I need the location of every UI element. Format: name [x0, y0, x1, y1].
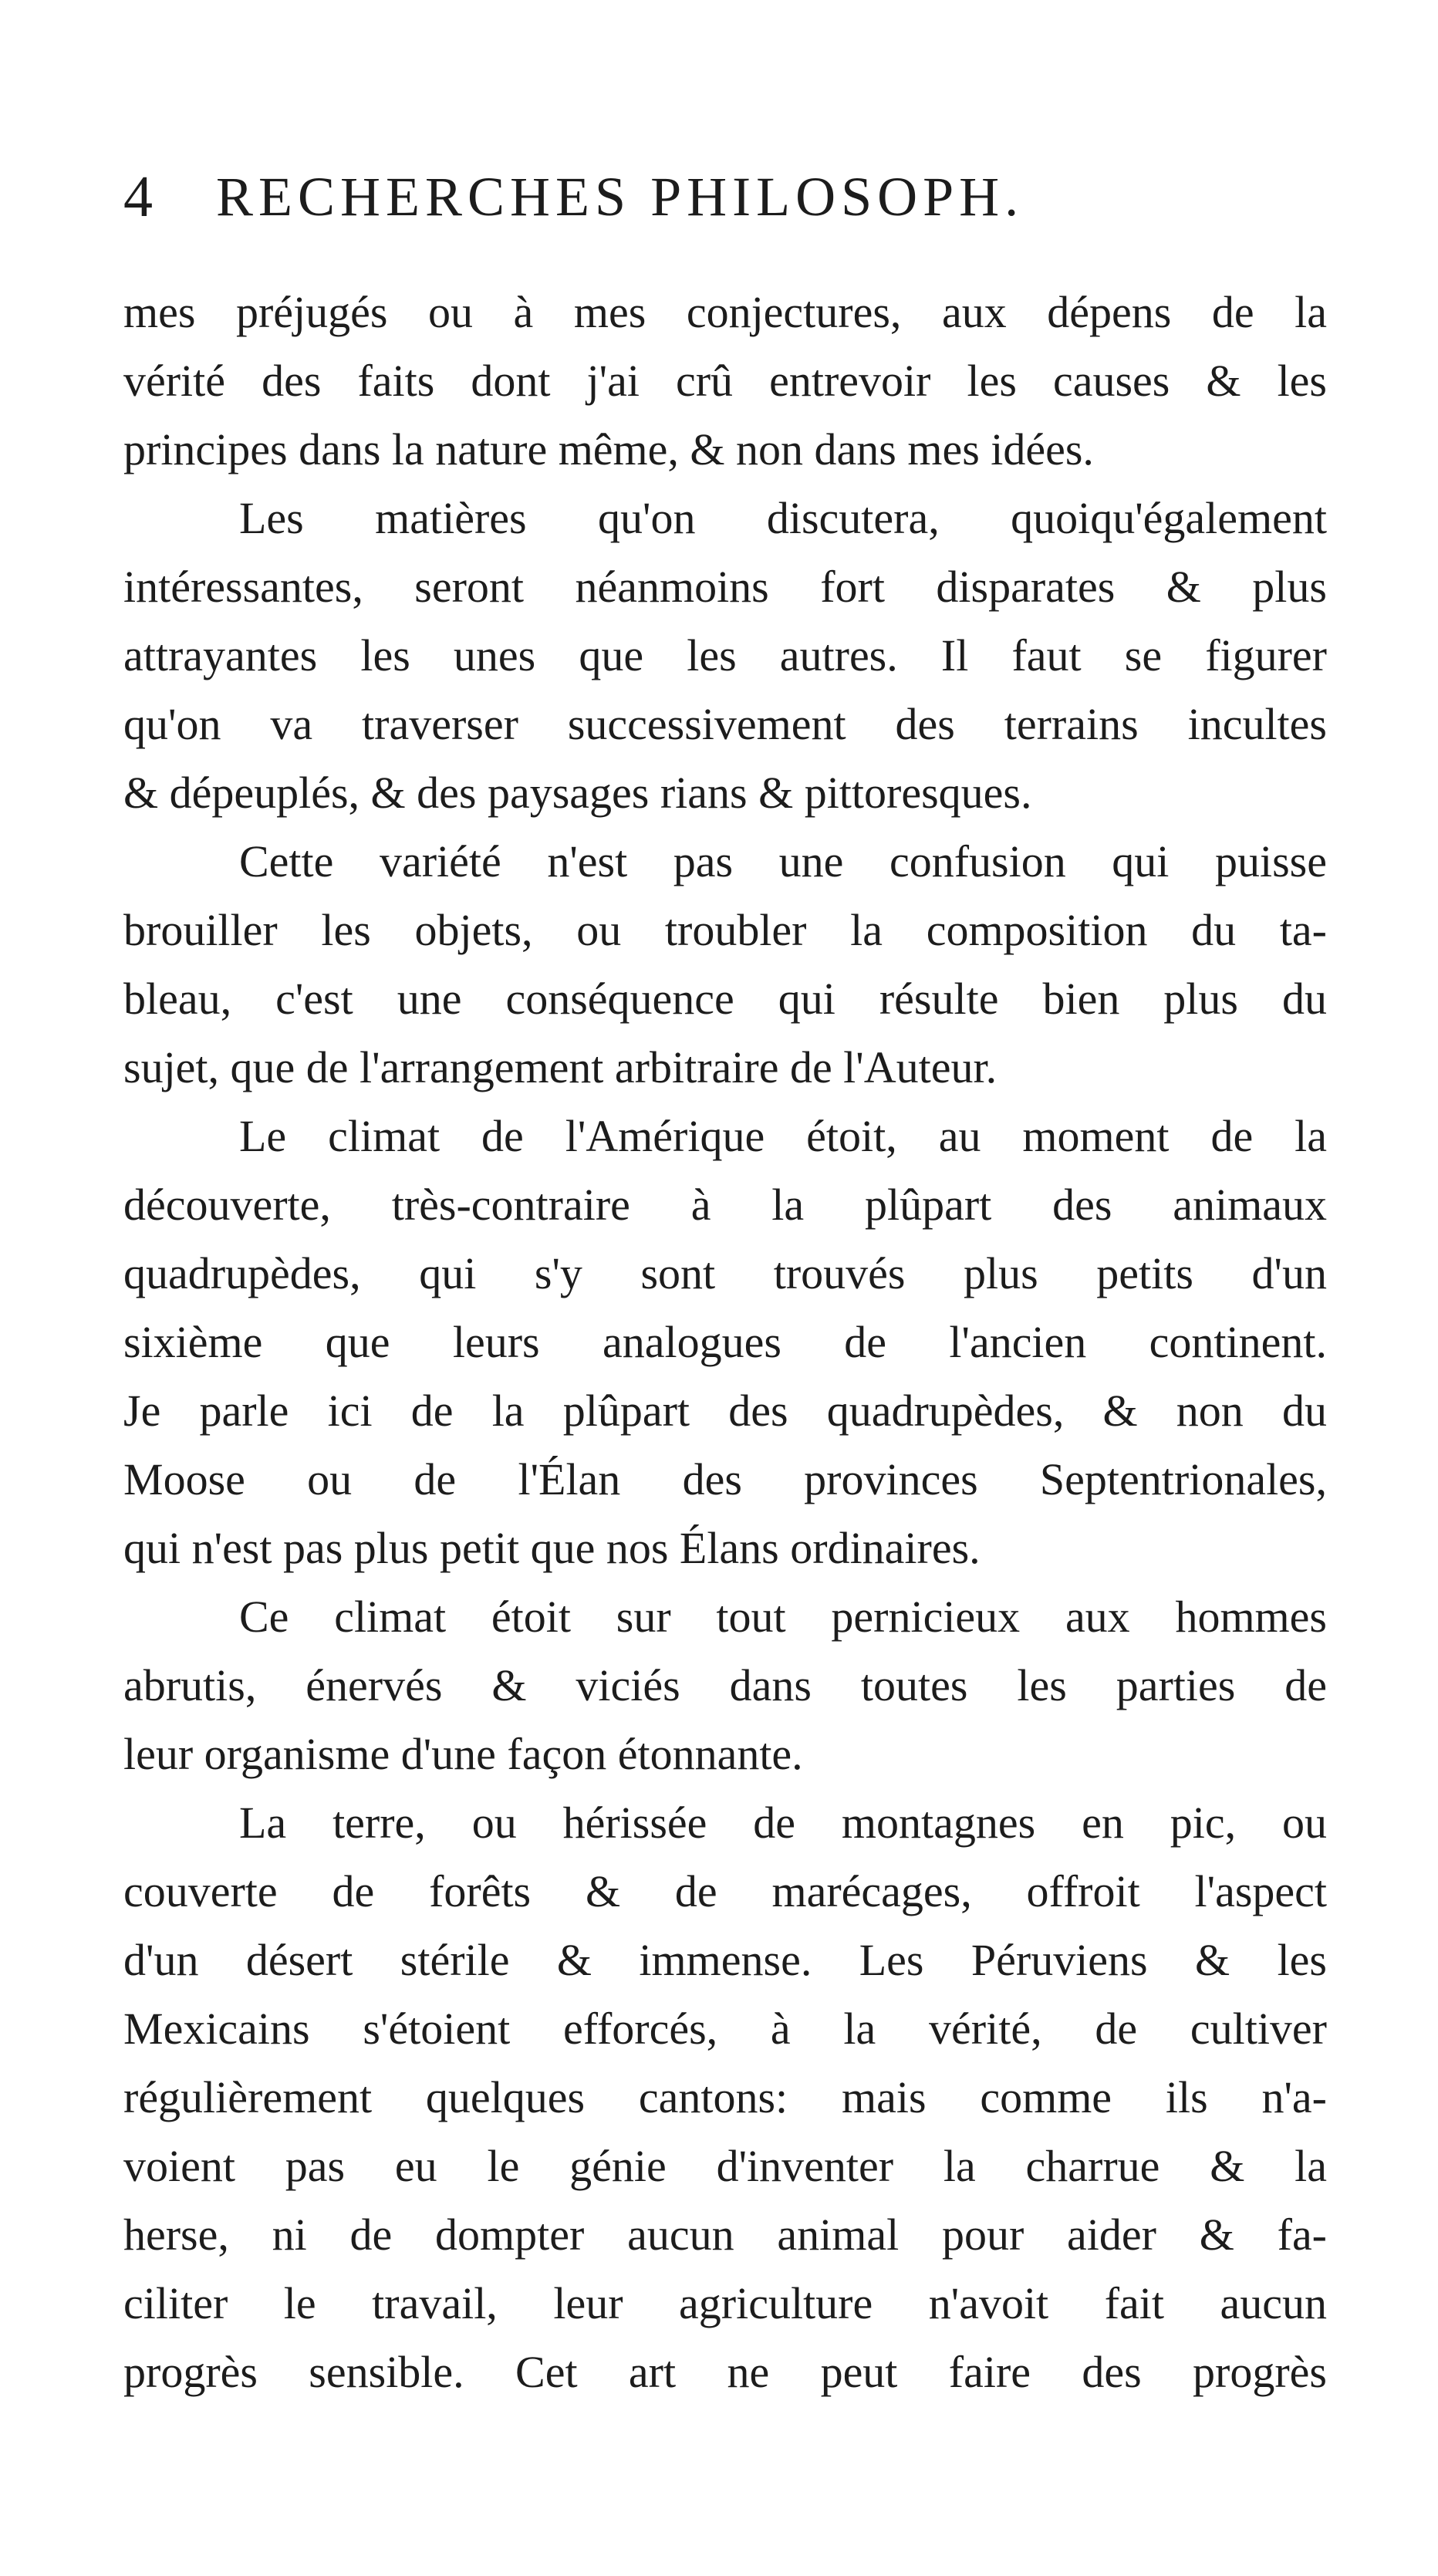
text-line: bleau, c'est une conséquence qui résulte bien plus du	[123, 974, 1327, 1024]
text-line: Ce climat étoit sur tout pernicieux aux hommes	[239, 1592, 1327, 1642]
running-head: RECHERCHES PHILOSOPH.	[216, 166, 1024, 228]
text-line: Les matières qu'on discutera, quoiqu'également	[239, 493, 1327, 543]
text-line: La terre, ou hérissée de montagnes en pic, ou	[239, 1798, 1327, 1848]
text-line: qui n'est pas plus petit que nos Élans ordinaires.	[123, 1523, 981, 1573]
text-line: herse, ni de dompter aucun animal pour aider & fa-	[123, 2210, 1327, 2260]
text-line: principes dans la nature même, & non dans mes idées.	[123, 424, 1094, 474]
page-header	[116, 154, 1319, 239]
text-line: Moose ou de l'Élan des provinces Septentrionales,	[123, 1454, 1327, 1504]
text-line: & dépeuplés, & des paysages rians & pittoresques.	[123, 768, 1032, 818]
text-line: découverte, très-contraire à la plûpart des animaux	[123, 1180, 1327, 1230]
text-line: leur organisme d'une façon étonnante.	[123, 1729, 803, 1779]
text-line: vérité des faits dont j'ai crû entrevoir les causes & les	[123, 356, 1327, 406]
text-line: Je parle ici de la plûpart des quadrupèdes, & non du	[123, 1386, 1327, 1436]
text-line: sixième que leurs analogues de l'ancien continent.	[123, 1317, 1327, 1367]
text-line: voient pas eu le génie d'inventer la charrue & la	[123, 2141, 1327, 2191]
text-line: régulièrement quelques cantons: mais comme ils n'a-	[123, 2072, 1327, 2122]
text-line: Cette variété n'est pas une confusion qui puisse	[239, 836, 1327, 886]
text-line: quadrupèdes, qui s'y sont trouvés plus petits d'un	[123, 1248, 1327, 1298]
text-line: brouiller les objets, ou troubler la composition du ta-	[123, 905, 1327, 955]
text-line: mes préjugés ou à mes conjectures, aux dépens de la	[123, 287, 1327, 337]
text-line: progrès sensible. Cet art ne peut faire des progrès	[123, 2347, 1327, 2397]
text-line: couverte de forêts & de marécages, offroit l'aspect	[123, 1866, 1327, 1916]
body-text	[123, 278, 1327, 2406]
text-line: qu'on va traverser successivement des terrains incultes	[123, 699, 1327, 749]
text-line: sujet, que de l'arrangement arbitraire de l'Auteur.	[123, 1042, 997, 1092]
text-line: ciliter le travail, leur agriculture n'avoit fait aucun	[123, 2278, 1327, 2328]
text-line: Mexicains s'étoient efforcés, à la vérité, de cultiver	[123, 2004, 1327, 2054]
text-line: abrutis, énervés & viciés dans toutes les parties de	[123, 1660, 1327, 1710]
text-line: intéressantes, seront néanmoins fort disparates & plus	[123, 562, 1327, 612]
text-line: Le climat de l'Amérique étoit, au moment de la	[239, 1111, 1327, 1161]
page-number: 4	[123, 164, 153, 229]
text-line: d'un désert stérile & immense. Les Péruviens & les	[123, 1935, 1327, 1985]
text-line: attrayantes les unes que les autres. Il faut se figurer	[123, 630, 1327, 680]
